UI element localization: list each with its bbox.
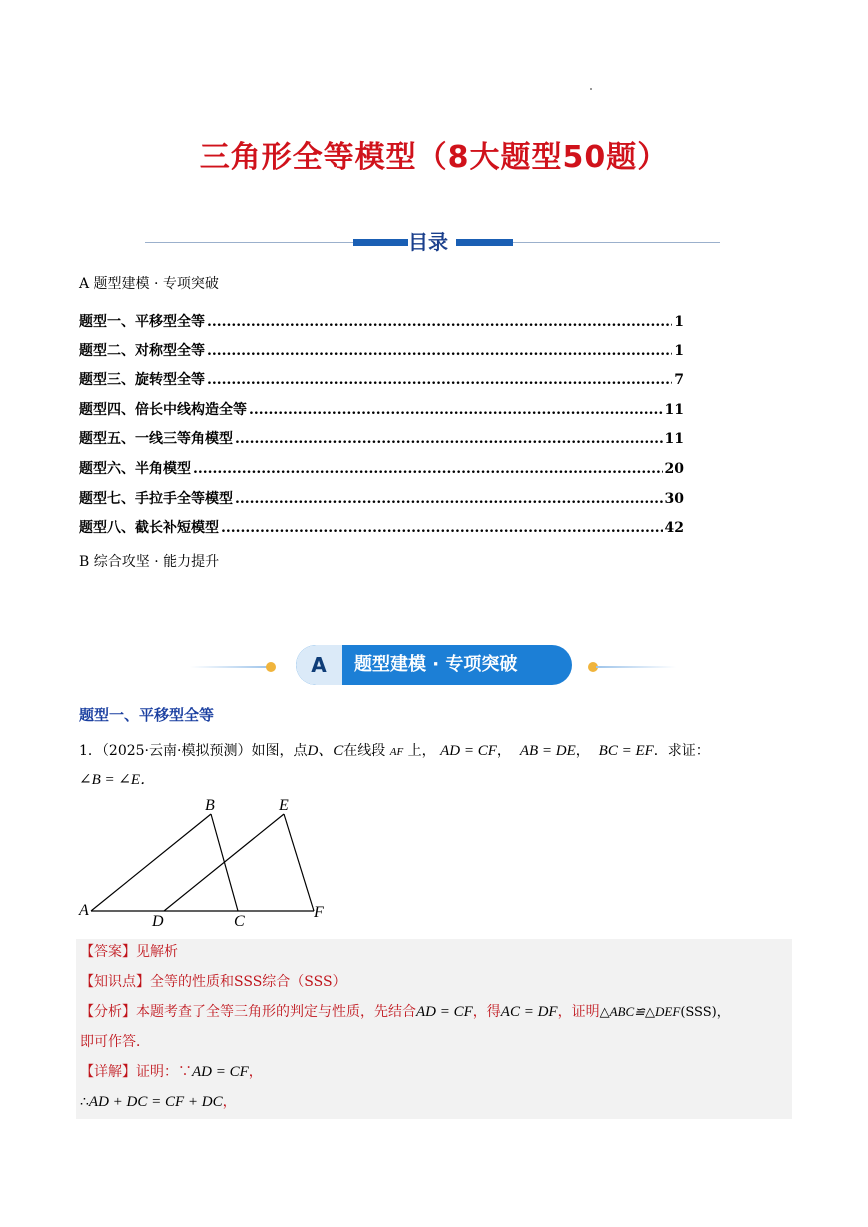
label-a: A [79,902,89,919]
detail-eq-1: AD = CF [192,1064,249,1080]
label-f: F [314,904,324,921]
toc-item-8[interactable] [79,517,684,537]
triangle-figure [74,793,334,933]
toc-leader-dots [207,372,672,388]
segment-de [164,814,284,911]
analysis-eq-1: AD = CF [416,1004,473,1020]
toc-item-1[interactable] [79,311,684,331]
toc-item-page: 11 [664,402,684,418]
banner-pill [296,645,572,685]
toc-item-page: 20 [664,461,684,477]
knowledge-text: 全等的性质和SSS综合（SSS） [150,974,347,990]
label-c: C [234,913,245,930]
banner-letter: A [296,645,342,685]
segment-ef [284,814,314,911]
toc-section-b[interactable]: B 综合攻坚 · 能力提升 [79,554,220,570]
toc-item-label: 题型二、对称型全等 [79,343,205,359]
analysis-tag: 【分析】 [80,1004,136,1020]
toc-heading [0,226,868,256]
detail-comma-2: ， [222,1094,237,1110]
solution-box [76,939,792,1119]
label-e: E [279,797,289,814]
toc-item-page: 30 [664,491,684,507]
question-source: （2025·云南·模拟预测） [101,743,252,759]
detail-text-1: 证明：∵ [136,1064,192,1080]
toc-bar-right [456,239,513,246]
toc-leader-dots [249,402,663,418]
toc-item-page: 7 [674,372,684,388]
toc-item-page: 1 [674,314,684,330]
analysis-text-1: 本题考查了全等三角形的判定与性质，先结合 [136,1004,416,1020]
banner-dot-left [266,662,276,672]
toc-item-4[interactable] [79,399,684,419]
question-prove: ．求证： [653,743,710,759]
toc-item-label: 题型八、截长补短模型 [79,520,219,536]
segment-ab [91,814,211,911]
detail-eq-2: AD + DC = CF + DC [88,1094,223,1110]
analysis-line [80,1001,730,1021]
toc-item-label: 题型四、倍长中线构造全等 [79,402,247,418]
section-banner [0,645,868,689]
detail-comma: ， [248,1064,263,1080]
toc-item-label: 题型六、半角模型 [79,461,191,477]
toc-item-3[interactable] [79,369,684,389]
toc-item-label: 题型五、一线三等角模型 [79,431,233,447]
analysis-text-4: (SSS)， [680,1005,730,1020]
toc-rule-left [145,242,353,243]
analysis-line-2 [80,1031,150,1051]
answer-tag: 【答案】 [80,944,136,960]
question-after-segment: 上， [407,743,436,759]
toc-item-5[interactable] [79,428,684,448]
toc-item-page: 42 [664,520,684,536]
type-one-title: 题型一、平移型全等 [79,706,215,724]
toc-item-page: 1 [674,343,684,359]
toc-heading-label: 目录 [408,230,448,254]
toc-item-page: 11 [664,431,684,447]
question-1-line-2 [79,768,155,789]
toc-leader-dots [207,343,672,359]
question-intro: 如图，点 [251,743,308,759]
toc-rule-right [513,242,720,243]
toc-leader-dots [235,431,663,447]
page-title: 三角形全等模型（8大题型50题） [199,140,669,175]
banner-line-left [190,666,270,668]
question-conclusion: ∠B = ∠E． [79,772,156,788]
toc-item-2[interactable] [79,340,684,360]
question-condition-1: AD = CF [440,743,497,759]
detail-tag: 【详解】 [80,1064,136,1080]
analysis-text-3: ，证明 [557,1004,600,1020]
detail-line-2 [80,1091,237,1111]
analysis-text-2: ，得 [472,1004,501,1020]
page-dot [590,88,592,90]
question-points: D、C [307,743,344,759]
detail-text-2: ∴ [80,1094,89,1110]
banner-text: 题型建模 · 专项突破 [354,654,518,675]
toc-item-6[interactable] [79,458,684,478]
toc-leader-dots [193,461,663,477]
answer-line [80,941,178,961]
analysis-eq-3: △ABC≌△DEF [599,1004,681,1019]
question-condition-2: AB = DE [519,743,576,759]
toc-leader-dots [221,520,663,536]
analysis-text-5: 即可作答． [80,1034,150,1050]
toc-item-label: 题型一、平移型全等 [79,314,205,330]
toc-leader-dots [235,491,663,507]
banner-line-right [596,666,676,668]
knowledge-line [80,971,347,991]
question-segment: AF [389,746,404,758]
knowledge-tag: 【知识点】 [80,974,150,990]
toc-item-7[interactable] [79,488,684,508]
toc-item-label: 题型七、手拉手全等模型 [79,491,233,507]
label-b: B [205,797,215,814]
analysis-eq-2: AC = DF [500,1004,558,1020]
question-number: 1． [79,743,102,759]
label-d: D [152,913,164,930]
toc-bar-left [353,239,408,246]
answer-text: 见解析 [136,944,178,960]
detail-line-1 [80,1061,263,1081]
toc-item-label: 题型三、旋转型全等 [79,372,205,388]
question-condition-3: BC = EF [598,743,654,759]
toc-section-a[interactable]: A 题型建模 · 专项突破 [79,276,219,292]
question-1-line-1: 1．（2025·云南·模拟预测）如图，点D、C在线段 AF 上， AD = CF， AB = DE， BC = EF．求证： [79,743,710,759]
question-on-segment: 在线段 [343,743,386,759]
toc-leader-dots [207,314,672,330]
